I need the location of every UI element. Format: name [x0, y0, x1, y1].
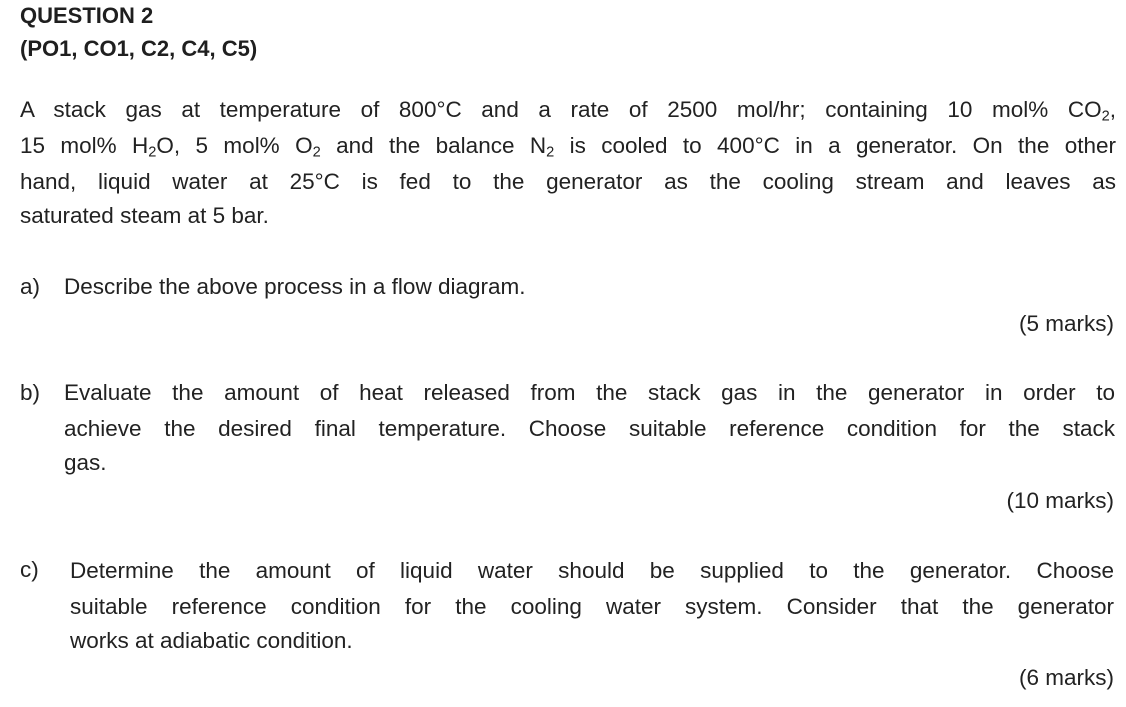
part-c-line-3: works at adiabatic condition. — [70, 628, 353, 653]
part-b-letter: b) — [20, 380, 41, 405]
part-a-marks: (5 marks) — [1019, 311, 1114, 336]
intro-line-1: A stack gas at temperature of 800°C and a rate of 2500 mol/hr; containing 10 mol% $CO_2$, — [20, 97, 1116, 125]
part-c-line-2: suitable reference condition for the cooling water system. Consider that the generator — [70, 594, 1114, 619]
part-b-line-1: Evaluate the amount of heat released from the stack gas in the generator in order to — [64, 380, 1115, 405]
question-title: QUESTION 2 — [20, 3, 154, 28]
part-a-letter: a) — [20, 274, 41, 299]
intro-line-3: hand, liquid water at 25°C is fed to the generator as the cooling stream and leaves as — [20, 169, 1116, 194]
part-c-line-1: Determine the amount of liquid water should be supplied to the generator. Choose — [70, 558, 1114, 583]
intro-line-4: saturated steam at 5 bar. — [20, 203, 269, 228]
part-b-line-2: achieve the desired final temperature. Choose suitable reference condition for the stack — [64, 416, 1115, 441]
part-a-line-1: Describe the above process in a flow diagram. — [64, 274, 526, 299]
part-c-letter: c) — [20, 557, 39, 582]
part-b-marks: (10 marks) — [1006, 488, 1114, 513]
part-c-marks: (6 marks) — [1019, 665, 1114, 690]
part-b-line-3: gas. — [64, 450, 107, 475]
question-codes: (PO1, CO1, C2, C4, C5) — [20, 36, 258, 61]
intro-line-2: 15 mol% $H_2O$, 5 mol% $O_2$ and the balance $N_2$ is cooled to 400°C in a generator. On the other — [20, 133, 1116, 161]
